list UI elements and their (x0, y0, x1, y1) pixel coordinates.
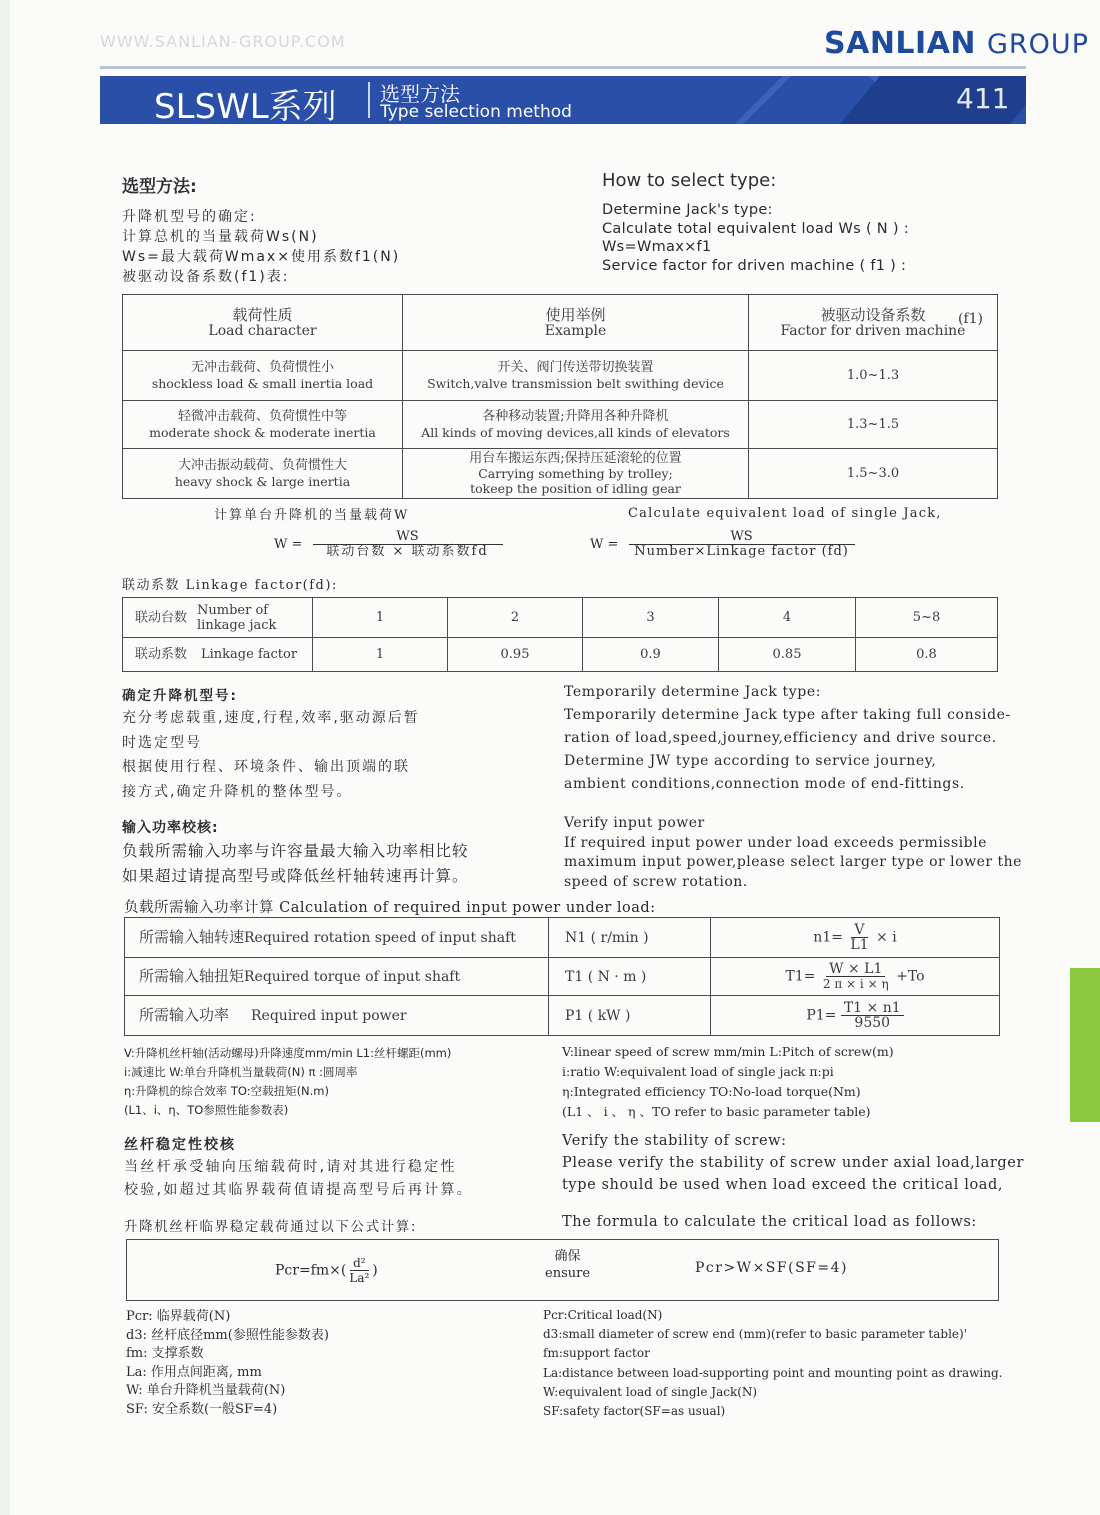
determine-en-line: ration of load,speed,journey,efficiency and drive source. (564, 730, 997, 746)
pcr-num: d² (350, 1256, 369, 1271)
linkage-count: 4 (719, 598, 856, 638)
intro-cn-line: Ws=最大载荷Wmax×使用系数f1(N) (122, 249, 401, 265)
formula-numerator: WS (629, 530, 855, 545)
input-power-en-line: maximum input power,please select larger type or lower the (564, 854, 1022, 870)
note-line: i:减速比 W:单台升降机当量载荷(N) π :圆周率 (124, 1065, 358, 1079)
note-line: V:linear speed of screw mm/min L:Pitch of screw(m) (562, 1044, 894, 1059)
example-cn: 开关、阀门传送带切换装置 (497, 359, 654, 375)
formula-denominator-cn: 联动台数 × 联动系数fd (326, 544, 489, 559)
section-title-cn: 选型方法 (380, 82, 460, 106)
header-example-cn: 使用举例 (545, 305, 606, 324)
intro-cn-line: 升降机型号的确定: (122, 209, 257, 225)
note-line: (L1、i、η、TO参照性能参数表) (124, 1103, 289, 1117)
power-label-cn: 所需输入功率 (139, 1006, 230, 1024)
page-number: 411 (956, 82, 1010, 115)
intro-en-line: Determine Jack's type: (602, 202, 773, 218)
linkage-count: 1 (313, 598, 448, 638)
input-power-cn-title: 输入功率校核: (122, 820, 219, 836)
pcr-formula (275, 1256, 378, 1285)
header-factor-cn: 被驱动设备系数 (820, 305, 926, 324)
ensure-cn: 确保 (554, 1249, 581, 1264)
power-symbol: T1 ( N · m ) (549, 958, 711, 996)
load-en: moderate shock & moderate inertia (149, 424, 376, 440)
website-url: WWW.SANLIAN-GROUP.COM (100, 32, 346, 51)
power-label-cn: 所需输入轴转速 (139, 928, 245, 946)
stability-en (562, 1130, 1024, 1196)
header-divider (100, 66, 1026, 69)
formula-numerator: WS (313, 530, 503, 545)
power-label-en: Required torque of input shaft (244, 969, 461, 985)
example-en: All kinds of moving devices,all kinds of elevators (421, 424, 730, 440)
note-line: V:升降机丝杆轴(活动螺母)升降速度mm/min L1:丝杆螺距(mm) (124, 1046, 452, 1060)
power-label-en: Required rotation speed of input shaft (244, 930, 516, 946)
critical-load-formula-box (126, 1239, 999, 1301)
formula-intro-en: The formula to calculate the critical load as follows: (562, 1214, 977, 1230)
intro-en-line: Ws=Wmax×f1 (602, 239, 712, 255)
table-row (125, 918, 1000, 958)
power-label-cn: 所需输入轴扭矩 (139, 967, 245, 985)
intro-cn-line: 计算总机的当量载荷Ws(N) (122, 229, 319, 245)
linkage-count-label-en: Number of linkage jack (197, 602, 277, 633)
linkage-count: 2 (448, 598, 583, 638)
factor-value: 1.3~1.5 (749, 401, 998, 449)
single-load-cn-title: 计算单台升降机的当量载荷W (214, 508, 410, 523)
formula-den: L1 (850, 937, 869, 953)
intro-cn-title: 选型方法: (122, 177, 197, 197)
single-load-en-title: Calculate equivalent load of single Jack, (628, 506, 942, 521)
example-cn: 各种移动装置;升降用各种升降机 (482, 408, 669, 424)
stability-notes-en (543, 1306, 1002, 1421)
stability-notes-cn (126, 1308, 329, 1420)
example-en-2: tokeep the position of idling gear (470, 481, 681, 496)
single-load-formula-cn (274, 530, 503, 559)
note-line: fm: 支撑系数 (126, 1346, 204, 1362)
header-load-en: Load character (208, 322, 317, 339)
power-formula (711, 918, 1000, 958)
formula-intro-cn: 升降机丝杆临界稳定载荷通过以下公式计算: (124, 1219, 418, 1235)
note-line: Pcr: 临界载荷(N) (126, 1309, 231, 1324)
linkage-count: 3 (583, 598, 719, 638)
header-factor-en: Factor for driven machine (780, 322, 966, 339)
note-line: (L1 、 i 、 η 、TO refer to basic parameter table) (562, 1104, 871, 1119)
stability-en-title: Verify the stability of screw: (562, 1133, 787, 1149)
section-tab-marker (1070, 968, 1100, 1122)
service-factor-table (122, 294, 998, 499)
formula-den: 2 π × i × η (822, 977, 889, 991)
power-formula (711, 958, 1000, 996)
linkage-factor-label-cn: 联动系数 (135, 646, 188, 662)
note-line: W:equivalent load of single Jack(N) (543, 1384, 758, 1399)
stability-cn (124, 1134, 473, 1202)
formula-lhs: n1= (813, 929, 843, 946)
stability-en-line: Please verify the stability of screw under axial load,larger (562, 1155, 1024, 1171)
determine-cn-line: 充分考虑载重,速度,行程,效率,驱动源后暂 (122, 710, 420, 726)
table-row (123, 401, 998, 449)
power-formula (711, 996, 1000, 1036)
section-title-en: Type selection method (380, 102, 572, 122)
table-header-row (123, 295, 998, 351)
series-title: SLSWL系列 (154, 87, 337, 124)
factor-value: 1.0~1.3 (749, 351, 998, 401)
stability-cn-title: 丝杆稳定性校核 (124, 1137, 236, 1153)
single-load-formula-en (590, 530, 855, 559)
intro-cn (122, 172, 400, 287)
determine-cn (122, 684, 420, 804)
linkage-factor: 0.9 (583, 638, 719, 672)
factor-value: 1.5~3.0 (749, 449, 998, 499)
power-symbol: P1 ( kW ) (549, 996, 711, 1036)
example-en: Carrying something by trolley; (478, 466, 673, 481)
input-power-en-line: speed of screw rotation. (564, 873, 748, 890)
input-power-en-line: If required input power under load exceeds permissible (564, 834, 987, 851)
pcr-lhs: Pcr=fm×( (275, 1262, 347, 1279)
formula-num: W × L1 (826, 962, 885, 977)
linkage-factor: 0.8 (856, 638, 998, 672)
title-banner (100, 76, 1026, 124)
pcr-den: La² (349, 1271, 370, 1285)
w-equals: W = (274, 537, 303, 552)
note-line: d3: 丝杆底径mm(参照性能参数表) (126, 1327, 329, 1343)
power-notes-cn (124, 1044, 451, 1120)
determine-en-line: ambient conditions,connection mode of end-fittings. (564, 776, 965, 792)
input-power-en (564, 814, 1022, 892)
linkage-count-label-cn: 联动台数 (135, 610, 188, 625)
linkage-title: 联动系数 Linkage factor(fd): (122, 578, 338, 593)
input-power-cn-line: 如果超过请提高型号或降低丝杆轴转速再计算。 (122, 867, 469, 885)
determine-cn-line: 接方式,确定升降机的整体型号。 (122, 783, 353, 800)
linkage-factor-table (122, 597, 998, 672)
left-edge-strip (0, 0, 10, 1515)
intro-en-line: Service factor for driven machine ( f1 ) : (602, 257, 907, 274)
determine-en-line: Temporarily determine Jack type after taking full conside- (564, 707, 1011, 723)
determine-en-line: Determine JW type according to service journey, (564, 753, 937, 769)
note-line: SF: 安全系数(一般SF=4) (126, 1401, 278, 1417)
determine-en (564, 681, 1011, 796)
example-cn: 用台车搬运东西;保持压延滚轮的位置 (469, 451, 682, 466)
power-notes-en (562, 1042, 894, 1122)
formula-lhs: P1= (806, 1007, 837, 1024)
formula-num: T1 × n1 (841, 1001, 904, 1016)
power-calc-table (124, 917, 1000, 1036)
intro-cn-line: 被驱动设备系数(f1)表: (122, 269, 290, 285)
brand-logo: SANLIAN GROUP (824, 26, 1089, 61)
formula-rhs: × i (876, 929, 897, 946)
intro-en-title: How to select type: (602, 170, 777, 191)
intro-en-line: Calculate total equivalent load Ws ( N ) : (602, 220, 909, 237)
load-cn: 无冲击载荷、负荷惯性小 (190, 359, 334, 375)
table-row (125, 958, 1000, 996)
header-example-en: Example (544, 322, 607, 339)
determine-cn-line: 根据使用行程、环境条件、输出顶端的联 (122, 759, 410, 775)
table-row (123, 351, 998, 401)
pcr-condition: Pcr>W×SF(SF=4) (695, 1260, 848, 1276)
load-cn: 大冲击振动载荷、负荷惯性大 (177, 457, 347, 473)
header-factor-tag: (f1) (957, 311, 983, 327)
note-line: SF:safety factor(SF=as usual) (543, 1404, 726, 1419)
formula-lhs: T1= (785, 968, 816, 985)
determine-en-title: Temporarily determine Jack type: (564, 684, 822, 700)
note-line: d3:small diameter of screw end (mm)(refer to basic parameter table)' (543, 1327, 968, 1342)
linkage-count: 5~8 (856, 598, 998, 638)
ensure-label (545, 1248, 590, 1282)
table-row (125, 996, 1000, 1036)
stability-cn-line: 当丝杆承受轴向压缩载荷时,请对其进行稳定性 (124, 1159, 457, 1175)
linkage-factor-label-en: Linkage factor (201, 646, 298, 662)
determine-cn-line: 时选定型号 (122, 734, 202, 751)
power-symbol: N1 ( r/min ) (549, 918, 711, 958)
note-line: Pcr:Critical load(N) (543, 1308, 663, 1322)
linkage-factor: 1 (313, 638, 448, 672)
input-power-cn-line: 负载所需输入功率与许容量最大输入功率相比较 (122, 842, 469, 860)
load-en: shockless load & small inertia load (151, 375, 374, 391)
formula-den: 9550 (854, 1015, 891, 1031)
linkage-factor: 0.95 (448, 638, 583, 672)
table-row (123, 598, 998, 638)
note-line: La: 作用点间距离, mm (126, 1364, 262, 1380)
power-calc-title: 负载所需输入功率计算 Calculation of required input power under load: (124, 900, 656, 916)
example-en: Switch,valve transmission belt swithing device (427, 375, 724, 391)
intro-en (602, 170, 909, 275)
note-line: i:ratio W:equivalent load of single jack π:pi (562, 1064, 834, 1079)
load-cn: 轻微冲击载荷、负荷惯性中等 (177, 408, 347, 424)
note-line: La:distance between load-supporting point and mounting point as drawing. (543, 1365, 1003, 1380)
input-power-en-title: Verify input power (564, 815, 705, 831)
note-line: η:Integrated efficiency TO:No-load torque(Nm) (562, 1084, 861, 1099)
note-line: η:升降机的综合效率 TO:空载扭矩(N.m) (124, 1084, 329, 1098)
note-line: fm:support factor (543, 1346, 650, 1361)
table-row (123, 638, 998, 672)
formula-denominator-en: Number×Linkage factor (fd) (634, 544, 849, 559)
determine-cn-title: 确定升降机型号: (122, 688, 238, 704)
note-line: W: 单台升降机当量载荷(N) (126, 1383, 286, 1399)
formula-num: V (851, 923, 867, 938)
power-label-en: Required input power (251, 1008, 407, 1024)
header-load-cn: 载荷性质 (232, 305, 293, 324)
ensure-en: ensure (545, 1266, 591, 1281)
formula-rhs: +To (896, 968, 925, 985)
table-row (123, 449, 998, 499)
w-equals: W = (590, 537, 619, 552)
linkage-factor: 0.85 (719, 638, 856, 672)
stability-cn-line: 校验,如超过其临界载荷值请提高型号后再计算。 (124, 1182, 474, 1198)
pcr-close: ) (372, 1262, 378, 1279)
input-power-cn (122, 817, 469, 889)
stability-en-line: type should be used when load exceed the critical load, (562, 1177, 1004, 1193)
load-en: heavy shock & large inertia (174, 473, 351, 489)
